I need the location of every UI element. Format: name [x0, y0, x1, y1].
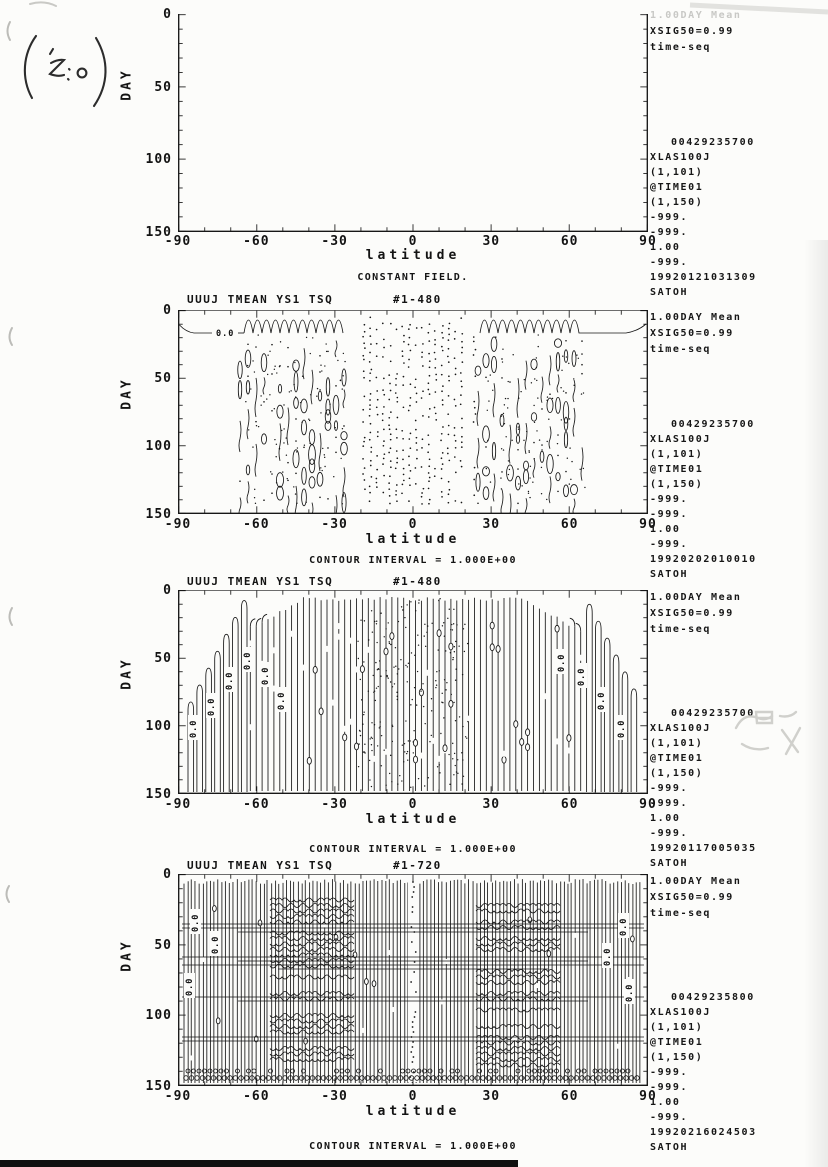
text-item: 100	[145, 1008, 172, 1024]
text-item: SATOH	[650, 287, 689, 298]
text-item: 00429235800	[671, 992, 755, 1003]
text-item: 50	[154, 79, 172, 95]
y-tick-labels	[134, 7, 172, 239]
x-axis-label: latitude	[365, 248, 461, 263]
text-item: 0	[408, 797, 418, 812]
text-item: XSIG50=0.99	[650, 892, 734, 903]
text-item: 19920216024503	[650, 1127, 757, 1138]
svg-text:0.0: 0.0	[189, 719, 199, 738]
right-margin-text	[650, 874, 826, 1154]
text-item: 19920117005035	[650, 843, 757, 854]
x-axis-label: latitude	[365, 812, 461, 827]
x-tick-labels	[152, 797, 674, 812]
plot-range: #1-480	[393, 575, 442, 588]
text-item: XLAS100J	[650, 152, 711, 163]
svg-text:0.0: 0.0	[211, 935, 221, 954]
text-item: 1.00DAY Mean	[650, 312, 742, 323]
text-item: -90	[164, 234, 192, 249]
text-item: 30	[482, 517, 501, 532]
text-item: 90	[639, 234, 657, 249]
svg-text:0.0: 0.0	[617, 719, 627, 738]
text-item: SATOH	[650, 858, 689, 869]
text-item: -999.	[650, 509, 689, 520]
text-item: XLAS100J	[650, 1007, 711, 1018]
contour-plot-3	[178, 590, 648, 794]
text-item: 30	[482, 797, 501, 812]
text-item: 1.00	[650, 813, 681, 824]
text-item: 0	[408, 234, 418, 249]
text-item: (1,150)	[650, 479, 704, 490]
text-item: 1.00	[650, 524, 681, 535]
text-item: 19920202010010	[650, 554, 757, 565]
svg-text:0.0: 0.0	[603, 947, 613, 966]
text-item: 60	[560, 797, 579, 812]
svg-text:0.0: 0.0	[619, 917, 629, 936]
text-item: @TIME01	[650, 1037, 704, 1048]
run-metadata	[650, 418, 757, 583]
text-item: 0	[408, 517, 418, 532]
text-item: 19920121031309	[650, 272, 757, 283]
text-item: XLAS100J	[650, 723, 711, 734]
text-item: 100	[145, 152, 172, 168]
text-item: 1.00DAY Mean	[650, 876, 742, 887]
run-header	[650, 874, 826, 922]
text-item: -999.	[650, 227, 689, 238]
text-item: 1.00	[650, 242, 681, 253]
text-item: -30	[321, 234, 348, 249]
y-tick-labels	[134, 867, 172, 1093]
plot-title: UUUJ TMEAN YS1 TSQ	[187, 859, 334, 872]
text-item: 90	[639, 797, 657, 812]
x-axis-label: latitude	[365, 532, 461, 547]
text-item: 150	[145, 224, 172, 240]
svg-text:0.0: 0.0	[557, 653, 567, 672]
text-item: (1,150)	[650, 768, 704, 779]
text-item: 0	[163, 303, 172, 318]
run-metadata	[650, 136, 757, 301]
text-item: XSIG50=0.99	[650, 328, 734, 339]
contour-plot-4	[178, 874, 648, 1086]
text-item: 00429235700	[671, 137, 755, 148]
text-item: (1,101)	[650, 449, 704, 460]
text-item: XLAS100J	[650, 434, 711, 445]
x-tick-labels	[152, 517, 674, 532]
svg-text:0.0: 0.0	[597, 691, 607, 710]
text-item: 60	[560, 1089, 579, 1104]
text-item: SATOH	[650, 569, 689, 580]
run-header	[650, 24, 826, 56]
plot-caption: CONTOUR INTERVAL = 1.000E+00	[309, 555, 517, 566]
contour-plot-1	[178, 10, 648, 232]
text-item: 150	[145, 1078, 172, 1094]
plot-caption: CONTOUR INTERVAL = 1.000E+00	[309, 844, 517, 855]
y-axis-label: DAY	[119, 657, 135, 690]
text-item: (1,150)	[650, 197, 704, 208]
plot-caption: CONTOUR INTERVAL = 1.000E+00	[309, 1141, 517, 1152]
scan-edge-strip	[0, 1160, 518, 1167]
plot-caption: CONSTANT FIELD.	[357, 272, 469, 283]
svg-text:0.0: 0.0	[191, 913, 201, 932]
text-item: 1.00DAY Mean	[650, 592, 742, 603]
faded-header-line: 1.00DAY Mean	[650, 10, 742, 21]
svg-text:0.0: 0.0	[625, 983, 635, 1002]
text-item: 00429235700	[671, 419, 755, 430]
run-header	[650, 310, 826, 358]
text-item: @TIME01	[650, 182, 704, 193]
text-item: 60	[560, 517, 579, 532]
text-item: -60	[243, 234, 270, 249]
text-item: -999.	[650, 212, 689, 223]
contour-plot-2	[178, 310, 648, 514]
run-header	[650, 590, 826, 638]
svg-text:0.0: 0.0	[261, 666, 271, 685]
text-item: 100	[145, 439, 172, 454]
text-item: -90	[164, 797, 192, 812]
text-item: 0	[163, 583, 172, 598]
text-item: 0	[408, 1089, 418, 1104]
text-item: -30	[321, 1089, 348, 1104]
handwritten-annotation	[6, 28, 126, 114]
text-item: -30	[321, 797, 348, 812]
text-item: -999.	[650, 798, 689, 809]
text-item: SATOH	[650, 1142, 689, 1153]
x-tick-labels	[152, 1089, 674, 1104]
right-margin-text	[650, 310, 826, 590]
text-item: -999.	[650, 257, 689, 268]
text-item: -90	[164, 1089, 192, 1104]
text-item: XSIG50=0.99	[650, 608, 734, 619]
text-item: -999.	[650, 783, 689, 794]
text-item: 90	[639, 1089, 657, 1104]
text-item: 50	[154, 937, 172, 953]
text-item: @TIME01	[650, 753, 704, 764]
run-metadata	[650, 707, 757, 872]
text-item: -999.	[650, 494, 689, 505]
svg-text:0.0: 0.0	[185, 977, 195, 996]
text-item: 100	[145, 719, 172, 734]
svg-text:0.0: 0.0	[216, 329, 235, 339]
y-axis-label: DAY	[119, 68, 135, 101]
text-item: 50	[154, 371, 172, 386]
text-item: -90	[164, 517, 192, 532]
text-item: 90	[639, 517, 657, 532]
text-item: time-seq	[650, 624, 711, 635]
text-item: -999.	[650, 1082, 689, 1093]
y-tick-labels	[134, 583, 172, 801]
plot-title: UUUJ TMEAN YS1 TSQ	[187, 575, 334, 588]
text-item: time-seq	[650, 42, 711, 53]
text-item: -30	[321, 517, 348, 532]
text-item: 150	[145, 787, 172, 802]
text-item: -999.	[650, 1112, 689, 1123]
text-item: -999.	[650, 539, 689, 550]
text-item: (1,101)	[650, 738, 704, 749]
text-item: @TIME01	[650, 464, 704, 475]
svg-text:0.0: 0.0	[577, 667, 587, 686]
text-item: 50	[154, 651, 172, 666]
plot-title: UUUJ TMEAN YS1 TSQ	[187, 293, 334, 306]
text-item: 30	[482, 234, 501, 249]
y-tick-labels	[134, 303, 172, 521]
text-item: -60	[243, 797, 270, 812]
x-axis-label: latitude	[365, 1104, 461, 1119]
text-item: (1,101)	[650, 1022, 704, 1033]
text-item: -999.	[650, 828, 689, 839]
right-margin-text	[650, 590, 826, 870]
text-item: (1,101)	[650, 167, 704, 178]
text-item: 60	[560, 234, 579, 249]
text-item: 0	[163, 867, 172, 882]
text-item: -999.	[650, 1067, 689, 1078]
text-item: (1,150)	[650, 1052, 704, 1063]
text-item: 30	[482, 1089, 501, 1104]
svg-text:0.0: 0.0	[225, 671, 235, 690]
y-axis-label: DAY	[119, 939, 135, 972]
plot-range: #1-480	[393, 293, 442, 306]
text-item: -60	[243, 1089, 270, 1104]
right-margin-text	[650, 8, 826, 308]
scan-shadow	[804, 240, 828, 1167]
text-item: 150	[145, 507, 172, 522]
svg-text:0.0: 0.0	[243, 651, 253, 670]
text-item: time-seq	[650, 344, 711, 355]
text-item: time-seq	[650, 908, 711, 919]
run-metadata	[650, 991, 757, 1156]
text-item: 0	[163, 7, 172, 22]
svg-text:0.0: 0.0	[277, 691, 287, 710]
text-item: XSIG50=0.99	[650, 26, 734, 37]
text-item: 00429235700	[671, 708, 755, 719]
text-item: 1.00	[650, 1097, 681, 1108]
text-item: -60	[243, 517, 270, 532]
y-axis-label: DAY	[119, 377, 135, 410]
svg-text:0.0: 0.0	[207, 697, 217, 716]
plot-range: #1-720	[393, 859, 442, 872]
x-tick-labels	[152, 234, 674, 249]
